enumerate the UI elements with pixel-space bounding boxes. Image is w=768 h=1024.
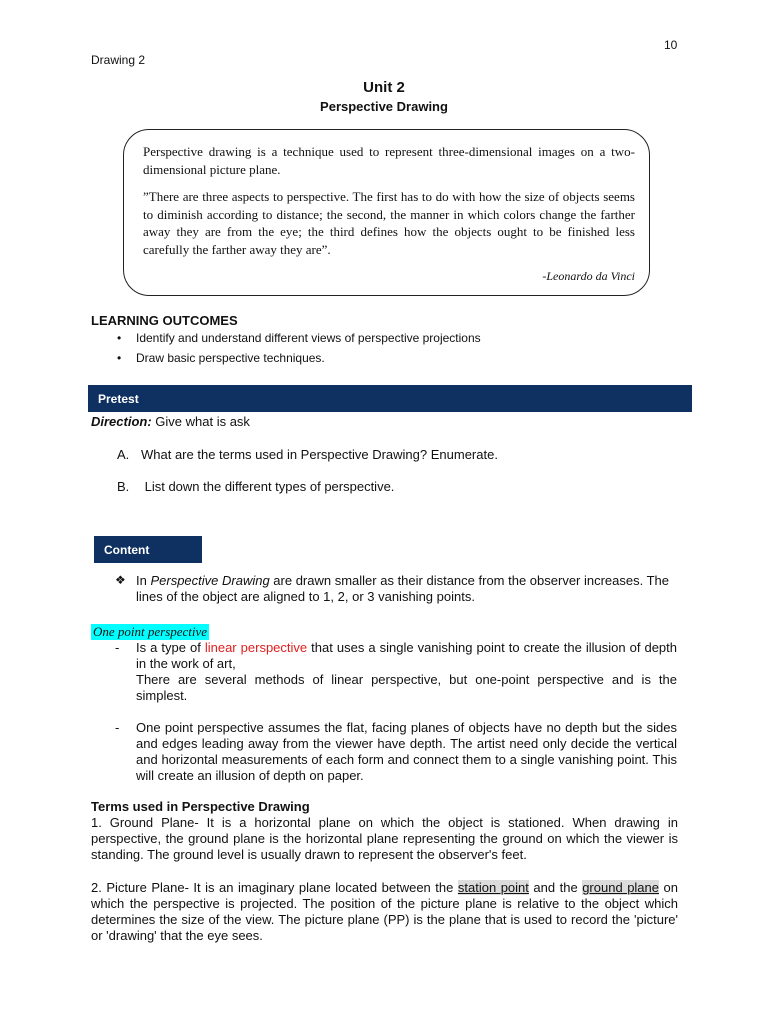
quote-intro: Perspective drawing is a technique used to represent three-dimensional images on a two-dimensional picture plane. bbox=[143, 144, 635, 177]
dash-bullet: - bbox=[115, 720, 120, 735]
pretest-question: B. List down the different types of perspective. bbox=[117, 479, 395, 494]
one-point-perspective-label: One point perspective bbox=[93, 624, 208, 639]
quote-author: -Leonardo da Vinci bbox=[542, 269, 635, 283]
ground-plane-highlight: ground plane bbox=[582, 880, 660, 895]
unit-subtitle: Perspective Drawing bbox=[320, 99, 448, 114]
definition-point-continued: There are several methods of linear perspective, but one-point perspective and is the simplest. bbox=[136, 672, 677, 703]
definition-point: Is a type of linear perspective that uses a single vanishing point to create the illusion of depth in the work of art, bbox=[136, 640, 677, 671]
term-ground-plane: 1. Ground Plane- It is a horizontal plane on which the object is stationed. When drawing in perspective, the ground plane is the horizontal plane representing the ground on which the viewer is standing. The ground level is usually drawn to represent the observer's feet. bbox=[91, 815, 678, 862]
direction-line bbox=[91, 414, 250, 429]
quote-text: ”There are three aspects to perspective. The first has to do with how the size of objects seems to diminish according to distance; the second, the manner in which colors change the farther away they are from the eye; the third defines how the objects ought to be finished less carefully the farther away they are”. bbox=[143, 189, 635, 257]
unit-title: Unit 2 bbox=[363, 79, 405, 96]
term-picture-plane: 2. Picture Plane- It is an imaginary plane located between the station point and the ground plane on which the perspective is projected. The position of the picture plane is relative to the object which determines the size of the view. The picture plane (PP) is the plane that is used to record the 'picture' or 'drawing' that the eye sees. bbox=[91, 880, 678, 943]
pretest-question: A. What are the terms used in Perspective Drawing? Enumerate. bbox=[117, 447, 498, 462]
learning-outcomes-heading: LEARNING OUTCOMES bbox=[91, 313, 238, 328]
bullet-icon: • bbox=[117, 351, 122, 365]
outcome-item: • Identify and understand different views of perspective projections bbox=[117, 331, 481, 345]
linear-perspective-link[interactable]: linear perspective bbox=[204, 640, 308, 655]
bullet-icon: • bbox=[117, 331, 122, 345]
terms-heading: Terms used in Perspective Drawing bbox=[91, 799, 310, 814]
dash-bullet: - bbox=[115, 640, 120, 655]
course-header: Drawing 2 bbox=[91, 53, 146, 67]
station-point-highlight: station point bbox=[457, 880, 529, 895]
diamond-bullet-icon: ❖ bbox=[115, 573, 126, 587]
outcome-item: • Draw basic perspective techniques. bbox=[117, 351, 325, 365]
direction-label: Direction: bbox=[91, 414, 152, 429]
pretest-section-bar: Pretest bbox=[88, 385, 692, 412]
content-intro: In Perspective Drawing are drawn smaller as their distance from the observer increases. The lines of the object are aligned to 1, 2, or 3 vanishing points. bbox=[136, 573, 670, 604]
description-point: One point perspective assumes the flat, facing planes of objects have no depth but the sides and edges leading away from the viewer have depth. The artist need only decide the vertical and horizontal measurements of each form and connect them to a single vanishing point. This will create an illusion of depth on paper. bbox=[136, 720, 677, 783]
direction-text: Give what is ask bbox=[151, 414, 250, 429]
content-section-bar: Content bbox=[94, 536, 202, 563]
page-number: 10 bbox=[664, 38, 678, 52]
